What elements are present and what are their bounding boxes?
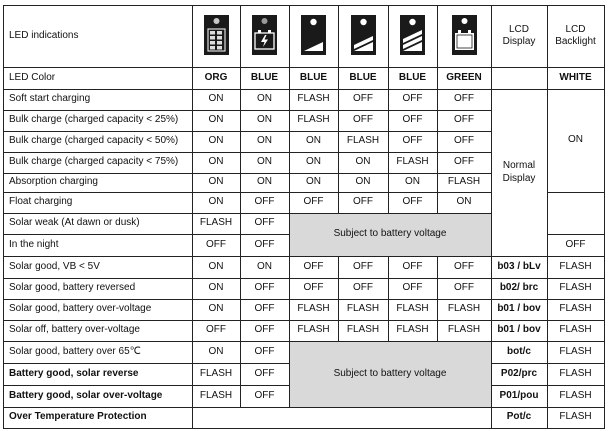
grid-line	[192, 234, 290, 235]
led-state: ON	[257, 114, 272, 126]
grid-line	[192, 152, 290, 153]
led-state: OFF	[254, 217, 275, 229]
grid-line	[3, 67, 605, 68]
led-state: ON	[257, 135, 272, 147]
led-state: OFF	[353, 282, 373, 294]
led-state: ON	[208, 260, 224, 272]
header-lcd-display: LCD Display	[502, 23, 536, 47]
led-state: ON	[208, 93, 224, 105]
grid-line	[491, 278, 548, 279]
lcd-display-code: b03 / bLv	[497, 260, 541, 272]
grid-line	[289, 278, 492, 279]
grid-line	[437, 5, 438, 214]
led-color-value: BLUE	[299, 71, 328, 83]
grid-line	[192, 320, 290, 321]
lcd-display-code: bot/c	[507, 345, 531, 357]
grid-line	[289, 5, 290, 214]
led-color-value: ORG	[204, 71, 228, 83]
led-state: ON	[405, 176, 420, 188]
lcd-backlight-state: FLASH	[559, 324, 592, 336]
grid-line	[491, 299, 548, 300]
grid-line	[547, 192, 605, 193]
lcd-backlight-state: FLASH	[559, 389, 592, 401]
grid-line	[3, 173, 193, 174]
grid-line	[3, 110, 193, 111]
led-state: ON	[208, 345, 224, 357]
grid-line	[3, 299, 193, 300]
solar-level-2-icon	[351, 15, 376, 60]
led-state: FLASH	[297, 324, 330, 336]
led-state: ON	[306, 135, 321, 147]
lcd-backlight-state: FLASH	[559, 345, 592, 357]
grid-line	[3, 256, 193, 257]
row-label: In the night	[9, 238, 59, 250]
grid-line	[192, 110, 290, 111]
led-state: OFF	[402, 114, 423, 126]
grid-line	[547, 278, 605, 279]
led-state: ON	[257, 260, 272, 272]
grid-line	[547, 256, 605, 257]
battery-charging-icon	[204, 15, 229, 60]
led-state: ON	[208, 196, 224, 208]
led-state: OFF	[402, 196, 423, 208]
grid-line	[289, 320, 492, 321]
led-state: ON	[208, 114, 224, 126]
led-color-value: BLUE	[398, 71, 427, 83]
lcd-backlight-state: FLASH	[559, 303, 592, 315]
led-state: ON	[208, 303, 224, 315]
led-state: ON	[355, 156, 371, 168]
led-state: OFF	[206, 324, 226, 336]
grid-line	[3, 385, 193, 386]
led-state: FLASH	[396, 324, 429, 336]
grid-line	[3, 5, 605, 6]
led-state: OFF	[402, 135, 423, 147]
led-state: FLASH	[199, 217, 233, 229]
led-state: ON	[257, 93, 272, 105]
lcd-display-code: Pot/c	[506, 411, 532, 423]
grid-line	[437, 256, 438, 342]
led-state: OFF	[303, 282, 324, 294]
led-state: OFF	[254, 282, 275, 294]
grid-line	[3, 192, 193, 193]
grid-line	[289, 341, 290, 408]
row-label: Solar good, battery over-voltage	[9, 303, 152, 315]
grid-line	[3, 363, 193, 364]
led-state: FLASH	[346, 135, 380, 147]
subject-to-battery-voltage-2: Subject to battery voltage	[333, 367, 447, 379]
grid-line	[192, 363, 290, 364]
led-state: OFF	[254, 303, 275, 315]
row-label: Soft start charging	[9, 93, 91, 105]
led-state: FLASH	[297, 114, 330, 126]
grid-line	[491, 363, 548, 364]
row-label: Absorption charging	[9, 176, 98, 188]
led-state: OFF	[353, 114, 373, 126]
row-label: Float charging	[9, 196, 73, 208]
lcd-display-code: P02/prc	[500, 367, 538, 379]
led-state: OFF	[303, 260, 324, 272]
grid-line	[192, 131, 290, 132]
lcd-backlight-state: FLASH	[559, 411, 592, 423]
grid-line	[491, 385, 548, 386]
led-state: OFF	[353, 196, 373, 208]
grid-line	[289, 173, 492, 174]
lcd-display-code: P01/pou	[499, 389, 539, 401]
grid-line	[604, 5, 605, 429]
grid-line	[547, 363, 605, 364]
grid-line	[289, 192, 492, 193]
grid-line	[289, 213, 290, 257]
lcd-backlight-state: OFF	[565, 238, 586, 250]
row-label: Solar good, VB < 5V	[9, 260, 100, 272]
grid-line	[491, 341, 548, 342]
grid-line	[289, 213, 492, 214]
grid-line	[3, 234, 193, 235]
grid-line	[192, 256, 290, 257]
grid-line	[3, 278, 193, 279]
grid-line	[547, 320, 605, 321]
header-title: LED indications	[9, 29, 79, 41]
led-state: ON	[306, 176, 321, 188]
row-label: Bulk charge (charged capacity < 25%)	[9, 114, 179, 126]
row-label: Solar weak (At dawn or dusk)	[9, 217, 140, 229]
led-state: OFF	[353, 93, 373, 105]
lcd-backlight-on: ON	[568, 134, 583, 146]
led-state: FLASH	[396, 156, 429, 168]
grid-line	[289, 110, 492, 111]
led-color-label: LED Color	[9, 71, 56, 83]
grid-line	[547, 385, 605, 386]
solar-level-1-icon	[301, 15, 326, 60]
led-state: FLASH	[297, 93, 330, 105]
led-state: OFF	[402, 282, 423, 294]
grid-line	[3, 407, 605, 408]
row-label: Over Temperature Protection	[9, 411, 147, 423]
led-state: ON	[257, 156, 272, 168]
row-label: Battery good, solar over-voltage	[9, 389, 163, 401]
lcd-display-code: b02/ brc	[499, 282, 539, 294]
battery-warning-icon	[252, 15, 277, 60]
row-label: Bulk charge (charged capacity < 50%)	[9, 135, 179, 147]
grid-line	[338, 256, 339, 342]
grid-line	[3, 341, 193, 342]
led-state: OFF	[254, 238, 275, 250]
row-label: Solar off, battery over-voltage	[9, 324, 140, 336]
led-state: OFF	[454, 156, 474, 168]
led-state: FLASH	[346, 324, 380, 336]
battery-full-icon	[452, 15, 477, 60]
led-state: FLASH	[199, 389, 233, 401]
lcd-display-code: b01 / bov	[497, 324, 541, 336]
led-state: FLASH	[346, 303, 380, 315]
grid-line	[3, 89, 605, 90]
led-state: ON	[257, 176, 272, 188]
grid-line	[192, 5, 193, 429]
lcd-normal-display: Normal Display	[502, 160, 536, 184]
grid-line	[547, 299, 605, 300]
grid-line	[192, 173, 290, 174]
lcd-backlight-state: FLASH	[559, 282, 592, 294]
led-state: OFF	[254, 324, 275, 336]
grid-line	[192, 299, 290, 300]
led-state: OFF	[303, 196, 324, 208]
led-state: OFF	[454, 93, 474, 105]
led-state: OFF	[454, 135, 474, 147]
led-color-value: BLUE	[250, 71, 279, 83]
led-state: ON	[208, 176, 224, 188]
grid-line	[491, 5, 492, 429]
led-state: ON	[208, 135, 224, 147]
grid-line	[491, 320, 548, 321]
header-lcd-backlight: LCD Backlight	[555, 23, 596, 47]
grid-line	[289, 256, 492, 257]
grid-line	[3, 152, 193, 153]
grid-line	[289, 341, 492, 342]
led-state: OFF	[254, 367, 275, 379]
led-state: OFF	[454, 260, 474, 272]
grid-line	[240, 5, 241, 408]
lcd-backlight-state: FLASH	[559, 260, 592, 272]
led-state: ON	[355, 176, 371, 188]
grid-line	[3, 5, 4, 429]
grid-line	[547, 234, 605, 235]
led-state: FLASH	[396, 303, 429, 315]
led-state: FLASH	[447, 303, 481, 315]
row-label: Solar good, battery reversed	[9, 282, 136, 294]
led-state: ON	[208, 282, 224, 294]
grid-line	[192, 278, 290, 279]
grid-line	[547, 5, 548, 429]
led-state: OFF	[254, 196, 275, 208]
led-state: ON	[208, 156, 224, 168]
led-state: OFF	[206, 238, 226, 250]
led-state: OFF	[353, 260, 373, 272]
grid-line	[289, 299, 492, 300]
led-state: FLASH	[199, 367, 233, 379]
row-label: Solar good, battery over 65℃	[9, 345, 141, 357]
grid-line	[3, 213, 193, 214]
lcd-backlight-state: FLASH	[559, 367, 592, 379]
grid-line	[3, 131, 193, 132]
led-state: OFF	[402, 93, 423, 105]
led-color-value: GREEN	[446, 71, 482, 83]
led-state: FLASH	[447, 176, 481, 188]
subject-to-battery-voltage-1: Subject to battery voltage	[333, 228, 447, 240]
led-color-value: BLUE	[349, 71, 377, 83]
led-state: ON	[456, 196, 472, 208]
grid-line	[289, 152, 492, 153]
led-state: OFF	[402, 260, 423, 272]
led-state: FLASH	[297, 303, 330, 315]
grid-line	[192, 192, 290, 193]
led-state: OFF	[254, 345, 275, 357]
row-label: Bulk charge (charged capacity < 75%)	[9, 156, 179, 168]
grid-line	[289, 131, 492, 132]
grid-line	[192, 213, 290, 214]
grid-line	[289, 256, 290, 342]
grid-line	[3, 320, 193, 321]
grid-line	[192, 341, 290, 342]
row-label: Battery good, solar reverse	[9, 367, 139, 379]
grid-line	[192, 385, 290, 386]
grid-line	[3, 428, 605, 429]
led-state: OFF	[454, 282, 474, 294]
grid-line	[491, 256, 548, 257]
grid-line	[388, 256, 389, 342]
grid-line	[338, 5, 339, 214]
led-state: FLASH	[447, 324, 481, 336]
solar-level-3-icon	[400, 15, 425, 60]
led-state: OFF	[254, 389, 275, 401]
led-color-backlight: WHITE	[559, 71, 592, 83]
lcd-display-code: b01 / bov	[497, 303, 541, 315]
led-state: OFF	[454, 114, 474, 126]
led-state: ON	[306, 156, 321, 168]
grid-line	[547, 341, 605, 342]
grid-line	[388, 5, 389, 214]
